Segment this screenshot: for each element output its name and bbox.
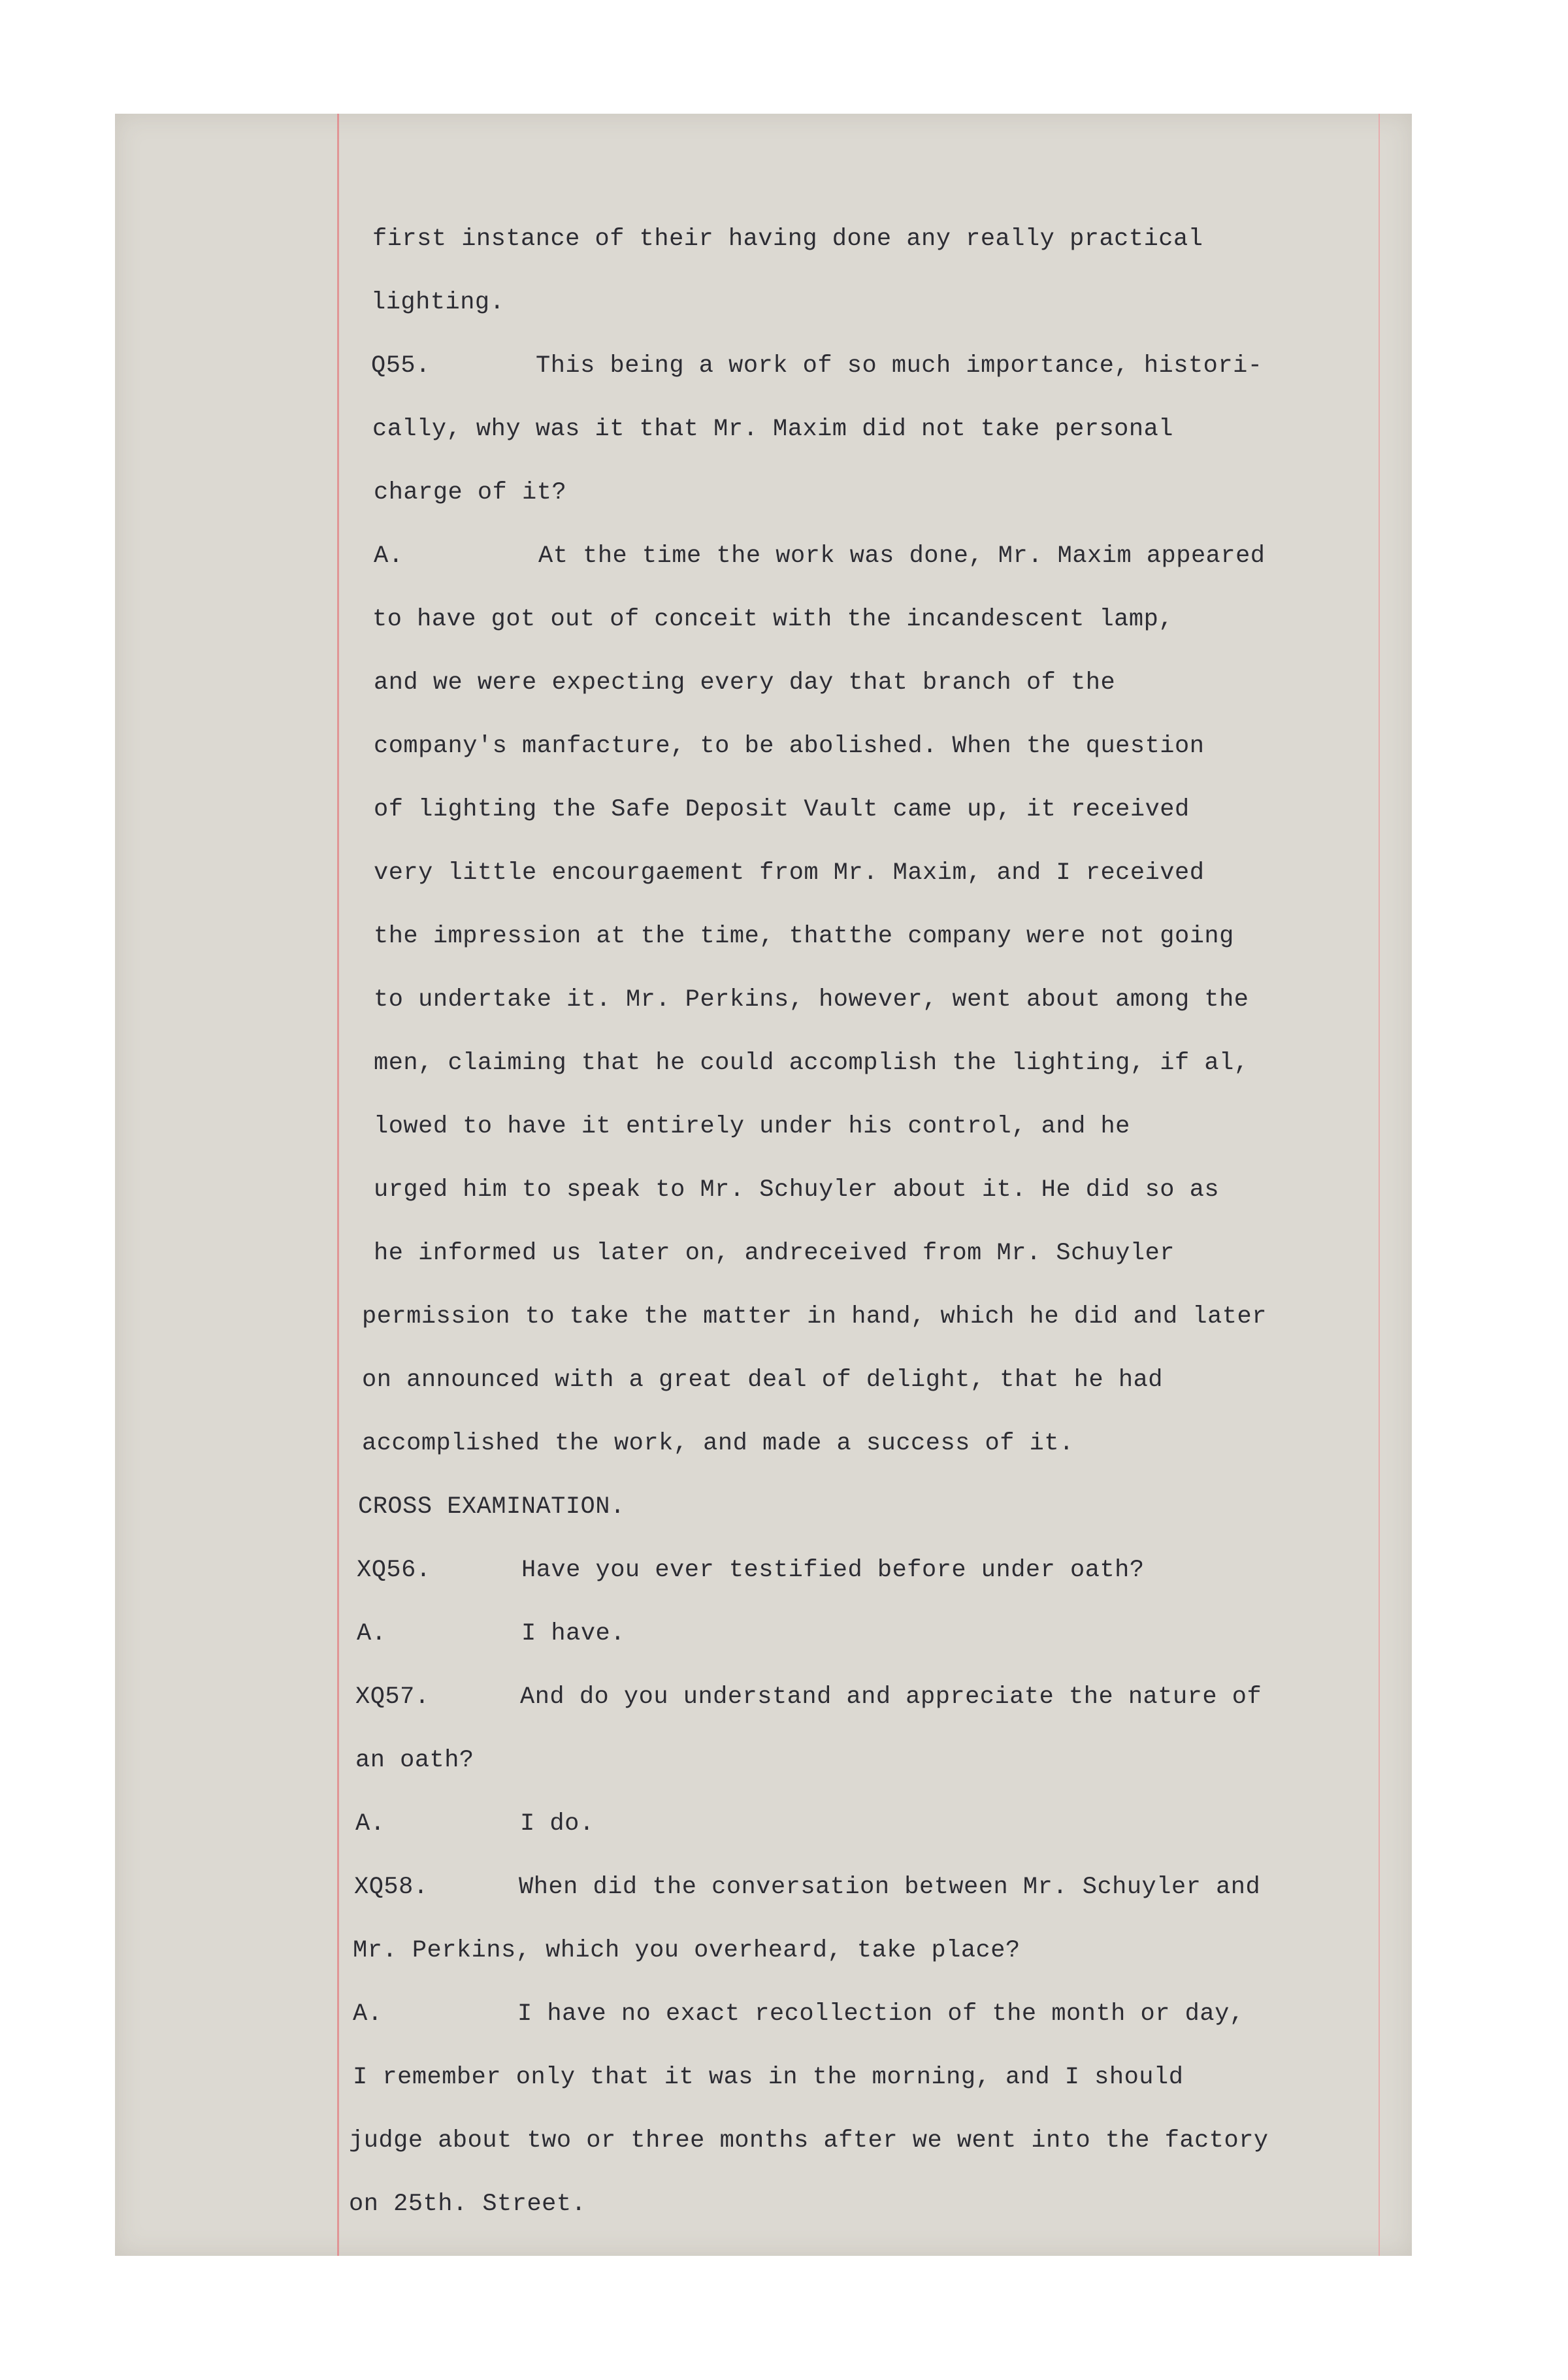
text-line: of lighting the Safe Deposit Vault came up, it received (374, 796, 1190, 823)
text-line: first instance of their having done any really practical (372, 225, 1203, 253)
text-line: lighting. (371, 289, 505, 316)
text-line: urged him to speak to Mr. Schuyler about it. He did so as (374, 1176, 1220, 1204)
answer-label: A. (355, 1810, 385, 1838)
question-line: XQ56. Have you ever testified before under oath? (357, 1557, 1145, 1584)
text-line: and we were expecting every day that branch of the (374, 669, 1116, 697)
text-line: Mr. Perkins, which you overheard, take place? (353, 1937, 1021, 1964)
answer-label: A. (357, 1620, 387, 1647)
answer-line: A. At the time the work was done, Mr. Maxim appeared (374, 542, 1266, 570)
text-line: lowed to have it entirely under his control, and he (374, 1113, 1130, 1140)
text-line: company's manfacture, to be abolished. When the question (374, 733, 1205, 760)
text-line: the impression at the time, thatthe company were not going (374, 923, 1234, 950)
text-line: permission to take the matter in hand, which he did and later (362, 1303, 1267, 1330)
question-number: XQ56. (357, 1557, 431, 1584)
answer-line: A. I do. (355, 1810, 595, 1838)
question-number: XQ57. (355, 1683, 430, 1711)
text-line: charge of it? (374, 479, 567, 506)
answer-label: A. (374, 542, 404, 570)
answer-label: A. (353, 2000, 383, 2028)
question-line: XQ57. And do you understand and appreciate the nature of (355, 1683, 1262, 1711)
text-line: cally, why was it that Mr. Maxim did not take personal (372, 416, 1173, 443)
text-line: an oath? (355, 1747, 474, 1774)
question-number: Q55. (371, 352, 431, 380)
text-line: I remember only that it was in the morning, and I should (353, 2064, 1184, 2091)
text-line: men, claiming that he could accomplish the lighting, if al, (374, 1050, 1249, 1077)
answer-line: A. I have no exact recollection of the month or day, (353, 2000, 1245, 2028)
text-line: accomplished the work, and made a success of it. (362, 1430, 1074, 1457)
section-heading: CROSS EXAMINATION. (358, 1493, 625, 1521)
text-line: judge about two or three months after we went into the factory (349, 2127, 1269, 2155)
typescript-page (115, 114, 1412, 2256)
question-line: Q55. This being a work of so much importance, histori- (371, 352, 1263, 380)
text-line: to have got out of conceit with the incandescent lamp, (372, 606, 1173, 633)
question-line: XQ58. When did the conversation between Mr. Schuyler and (354, 1874, 1261, 1901)
text-line: very little encourgaement from Mr. Maxim, and I received (374, 859, 1205, 887)
testimony-text (115, 114, 1412, 2256)
text-line: he informed us later on, andreceived from Mr. Schuyler (374, 1240, 1175, 1267)
answer-line: A. I have. (357, 1620, 625, 1647)
question-number: XQ58. (354, 1874, 429, 1901)
text-line: on 25th. Street. (349, 2190, 587, 2218)
text-line: to undertake it. Mr. Perkins, however, went about among the (374, 986, 1249, 1014)
text-line: on announced with a great deal of delight, that he had (362, 1366, 1163, 1394)
